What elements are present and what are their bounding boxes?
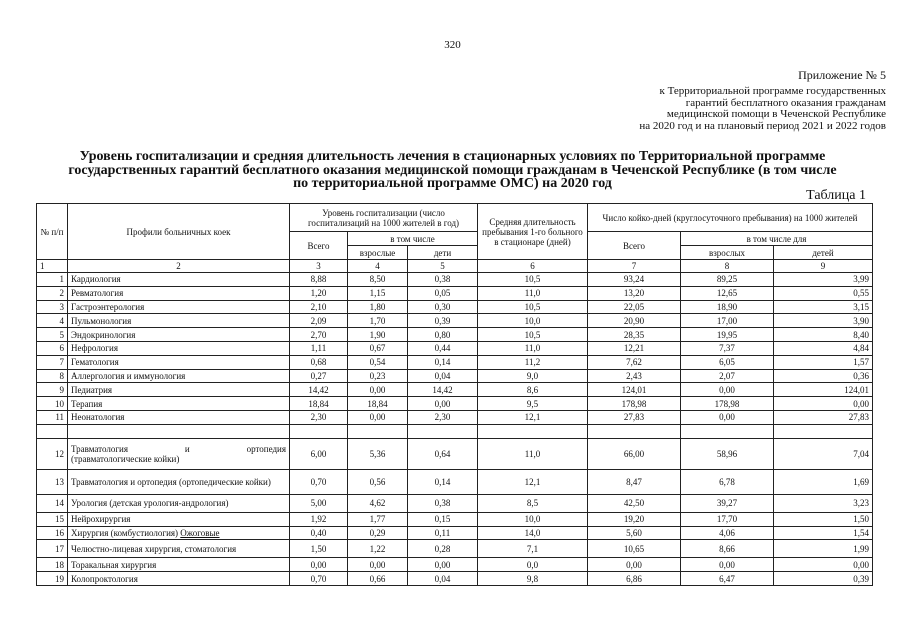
table-row: [37, 410, 873, 424]
row-number: 11: [37, 410, 68, 424]
cell-bd-adults: 6,78: [681, 469, 774, 494]
appendix-label: Приложение № 5: [798, 68, 886, 82]
cell-bd-total: 22,05: [588, 300, 681, 314]
subtitle-line: к Территориальной программе государственных: [659, 85, 886, 97]
cell-total: 6,00: [290, 438, 348, 469]
row-number: 16: [37, 526, 68, 540]
row-number: 9: [37, 383, 68, 397]
cell-avg: 10,5: [478, 273, 588, 287]
cell-total: 1,50: [290, 540, 348, 558]
cell-bd-adults: 178,98: [681, 397, 774, 411]
header-profile: Профили больничных коек: [68, 204, 290, 260]
cell-adults: 1,15: [348, 286, 408, 300]
row-profile: Ревматология: [68, 286, 290, 300]
cell-total: 2,30: [290, 410, 348, 424]
table-row: [37, 540, 873, 558]
row-profile: Гастроэнтерология: [68, 300, 290, 314]
cell-bd-total: 20,90: [588, 314, 681, 328]
row-number: 6: [37, 341, 68, 355]
table-row: [37, 273, 873, 287]
cell-children: 0,14: [408, 469, 478, 494]
cell-adults: 0,54: [348, 355, 408, 369]
row-profile: Кардиология: [68, 273, 290, 287]
table-row: [37, 286, 873, 300]
cell-children: 0,44: [408, 341, 478, 355]
header-bd-children: детей: [774, 246, 873, 260]
cell-bd-total: 13,20: [588, 286, 681, 300]
cell-adults: 0,29: [348, 526, 408, 540]
cell-bd-total: 0,00: [588, 558, 681, 572]
row-profile: Аллергология и иммунология: [68, 369, 290, 383]
cell-total: 0,68: [290, 355, 348, 369]
cell-total: 2,10: [290, 300, 348, 314]
table-row: [37, 438, 873, 469]
cell-adults: 0,00: [348, 558, 408, 572]
cell-bd-total: 2,43: [588, 369, 681, 383]
cell-bd-total: 12,21: [588, 341, 681, 355]
cell-total: 1,20: [290, 286, 348, 300]
cell-avg: 11,0: [478, 438, 588, 469]
profile-text: Хирургия (комбустиология): [71, 527, 179, 538]
row-profile: Торакальная хирургия: [68, 558, 290, 572]
page-number: 320: [444, 39, 461, 51]
cell-total: 0,27: [290, 369, 348, 383]
cell-bd-adults: 7,37: [681, 341, 774, 355]
cell-children: 0,64: [408, 438, 478, 469]
cell-children: 0,11: [408, 526, 478, 540]
table-row: [37, 369, 873, 383]
profile-line-justified: [71, 444, 286, 454]
cell-bd-children: 1,54: [774, 526, 873, 540]
column-number: 3: [290, 260, 348, 273]
column-number: 7: [588, 260, 681, 273]
row-profile: Колопроктология: [68, 572, 290, 586]
cell-bd-children: 1,69: [774, 469, 873, 494]
row-profile: Урология (детская урология-андрология): [68, 494, 290, 512]
cell-total: 0,70: [290, 572, 348, 586]
cell-bd-total: 124,01: [588, 383, 681, 397]
cell-bd-adults: 8,66: [681, 540, 774, 558]
cell-bd-total: 6,86: [588, 572, 681, 586]
profile-word: ортопедия: [246, 443, 286, 454]
appendix-subtitle: [639, 86, 886, 132]
row-profile: Травматология и ортопедия (ортопедические койки): [68, 469, 290, 494]
cell-bd-children: 0,55: [774, 286, 873, 300]
cell-bd-total: 19,20: [588, 512, 681, 526]
cell-bd-children: 0,00: [774, 397, 873, 411]
cell-adults: 0,23: [348, 369, 408, 383]
profile-link-text: Ожоговые: [180, 527, 220, 538]
row-number: 10: [37, 397, 68, 411]
cell-adults: 1,70: [348, 314, 408, 328]
cell-total: 0,40: [290, 526, 348, 540]
cell-children: 0,04: [408, 572, 478, 586]
cell-adults: 5,36: [348, 438, 408, 469]
cell-total: 2,70: [290, 328, 348, 342]
hospitalization-table: [36, 203, 873, 586]
subtitle-line: на 2020 год и на плановый период 2021 и 2022 годов: [639, 119, 886, 132]
row-profile: Гематология: [68, 355, 290, 369]
title-line: Уровень госпитализации и средняя длительность лечения в стационарных условиях по Территориальной программе: [79, 149, 826, 164]
cell-avg: 11,0: [478, 341, 588, 355]
cell-adults: 1,22: [348, 540, 408, 558]
cell-bd-total: 28,35: [588, 328, 681, 342]
cell-bd-total: 66,00: [588, 438, 681, 469]
row-profile: Челюстно-лицевая хирургия, стоматология: [68, 540, 290, 558]
cell-adults: 0,00: [348, 410, 408, 424]
cell-avg: 0,0: [478, 558, 588, 572]
cell-avg: 8,6: [478, 383, 588, 397]
cell-avg: 10,0: [478, 314, 588, 328]
row-number: 18: [37, 558, 68, 572]
table-row: [37, 526, 873, 540]
table-row: [37, 300, 873, 314]
cell-total: 5,00: [290, 494, 348, 512]
table-row-blank: [37, 424, 873, 438]
cell-bd-children: 0,00: [774, 558, 873, 572]
cell-children: 0,15: [408, 512, 478, 526]
cell-avg: 11,2: [478, 355, 588, 369]
header-avg-duration: Средняя длительность пребывания 1-го больного в стационаре (дней): [478, 204, 588, 260]
row-profile: Терапия: [68, 397, 290, 411]
table-row: [37, 341, 873, 355]
row-profile: Нефрология: [68, 341, 290, 355]
cell-adults: 1,90: [348, 328, 408, 342]
title-line: государственных гарантий бесплатного оказания медицинской помощи гражданам в Чеченской Республике (в том числе: [68, 162, 837, 178]
header-bd-adults: взрослых: [681, 246, 774, 260]
profile-word: и: [184, 443, 190, 454]
cell-bd-total: 7,62: [588, 355, 681, 369]
cell-children: 0,04: [408, 369, 478, 383]
cell-bd-children: 0,39: [774, 572, 873, 586]
cell-bd-children: 3,15: [774, 300, 873, 314]
table-body: [37, 273, 873, 425]
cell-adults: 0,66: [348, 572, 408, 586]
table-row: [37, 355, 873, 369]
table-row: [37, 558, 873, 572]
table-row: [37, 494, 873, 512]
cell-children: 14,42: [408, 383, 478, 397]
header-bd-total: Всего: [588, 232, 681, 260]
table-row: [37, 328, 873, 342]
cell-adults: 4,62: [348, 494, 408, 512]
cell-bd-children: 3,90: [774, 314, 873, 328]
cell-total: 8,88: [290, 273, 348, 287]
cell-bd-adults: 18,90: [681, 300, 774, 314]
column-number: 1: [37, 260, 68, 273]
cell-adults: 1,80: [348, 300, 408, 314]
cell-avg: 14,0: [478, 526, 588, 540]
row-profile: Нейрохирургия: [68, 512, 290, 526]
header-including: в том числе: [348, 232, 478, 246]
table-row: [37, 314, 873, 328]
row-number: 19: [37, 572, 68, 586]
cell-adults: 0,00: [348, 383, 408, 397]
cell-total: 0,00: [290, 558, 348, 572]
cell-adults: 18,84: [348, 397, 408, 411]
column-number: 5: [408, 260, 478, 273]
row-number: 12: [37, 438, 68, 469]
cell-adults: 1,77: [348, 512, 408, 526]
cell-children: 0,00: [408, 558, 478, 572]
column-number: 2: [68, 260, 290, 273]
cell-avg: 11,0: [478, 286, 588, 300]
row-profile: [68, 438, 290, 469]
cell-bd-total: 10,65: [588, 540, 681, 558]
cell-bd-children: 8,40: [774, 328, 873, 342]
row-number: 15: [37, 512, 68, 526]
row-number: 2: [37, 286, 68, 300]
cell-adults: 8,50: [348, 273, 408, 287]
row-number: 4: [37, 314, 68, 328]
table-row: [37, 572, 873, 586]
cell-avg: 10,5: [478, 328, 588, 342]
row-profile: Пульмонология: [68, 314, 290, 328]
cell-bd-adults: 39,27: [681, 494, 774, 512]
cell-bd-children: 7,04: [774, 438, 873, 469]
cell-total: 1,11: [290, 341, 348, 355]
cell-bd-children: 3,99: [774, 273, 873, 287]
cell-children: 0,30: [408, 300, 478, 314]
cell-bd-children: 0,36: [774, 369, 873, 383]
row-number: 1: [37, 273, 68, 287]
row-number: 14: [37, 494, 68, 512]
cell-bd-adults: 19,95: [681, 328, 774, 342]
cell-bd-adults: 0,00: [681, 410, 774, 424]
cell-avg: 8,5: [478, 494, 588, 512]
cell-bd-adults: 89,25: [681, 273, 774, 287]
cell-bd-total: 93,24: [588, 273, 681, 287]
header-num: № п/п: [37, 204, 68, 260]
cell-avg: 12,1: [478, 469, 588, 494]
header-adults: взрослые: [348, 246, 408, 260]
cell-children: 0,39: [408, 314, 478, 328]
row-number: 7: [37, 355, 68, 369]
profile-line: (травматологические койки): [71, 453, 180, 464]
row-number: 3: [37, 300, 68, 314]
cell-bd-adults: 6,47: [681, 572, 774, 586]
table-row: [37, 469, 873, 494]
cell-bd-children: 1,99: [774, 540, 873, 558]
cell-bd-total: 42,50: [588, 494, 681, 512]
table-row: [37, 397, 873, 411]
header-bed-days: Число койко-дней (круглосуточного пребывания) на 1000 жителей: [588, 204, 873, 232]
table-label: Таблица 1: [806, 188, 866, 203]
table-row: [37, 512, 873, 526]
profile-word: Травматология: [71, 443, 128, 454]
cell-bd-children: 1,50: [774, 512, 873, 526]
cell-bd-total: 5,60: [588, 526, 681, 540]
column-number: 4: [348, 260, 408, 273]
cell-children: 0,00: [408, 397, 478, 411]
row-profile: Эндокринология: [68, 328, 290, 342]
cell-bd-children: 3,23: [774, 494, 873, 512]
cell-total: 14,42: [290, 383, 348, 397]
row-number: 13: [37, 469, 68, 494]
row-number: 17: [37, 540, 68, 558]
row-profile: Неонатология: [68, 410, 290, 424]
header-including-for: в том числе для: [681, 232, 873, 246]
cell-children: 0,28: [408, 540, 478, 558]
header-hosp-level: Уровень госпитализации (число госпитализаций на 1000 жителей в год): [290, 204, 478, 232]
cell-avg: 7,1: [478, 540, 588, 558]
cell-bd-adults: 2,07: [681, 369, 774, 383]
cell-bd-adults: 4,06: [681, 526, 774, 540]
cell-total: 2,09: [290, 314, 348, 328]
cell-bd-adults: 0,00: [681, 383, 774, 397]
cell-avg: 12,1: [478, 410, 588, 424]
cell-avg: 10,0: [478, 512, 588, 526]
header-total: Всего: [290, 232, 348, 260]
cell-total: 0,70: [290, 469, 348, 494]
cell-children: 2,30: [408, 410, 478, 424]
row-profile: [68, 526, 290, 540]
table-row: [37, 383, 873, 397]
cell-avg: 9,5: [478, 397, 588, 411]
cell-avg: 9,8: [478, 572, 588, 586]
cell-bd-adults: 58,96: [681, 438, 774, 469]
row-profile: Педиатрия: [68, 383, 290, 397]
column-number: 8: [681, 260, 774, 273]
cell-children: 0,05: [408, 286, 478, 300]
cell-avg: 9,0: [478, 369, 588, 383]
subtitle-line: гарантий бесплатного оказания гражданам: [685, 96, 886, 109]
header-children: дети: [408, 246, 478, 260]
cell-total: 1,92: [290, 512, 348, 526]
cell-children: 0,14: [408, 355, 478, 369]
cell-adults: 0,56: [348, 469, 408, 494]
cell-bd-adults: 17,00: [681, 314, 774, 328]
row-number: 8: [37, 369, 68, 383]
title-line: по территориальной программе ОМС) на 2020 год: [293, 176, 612, 191]
cell-bd-adults: 17,70: [681, 512, 774, 526]
cell-bd-children: 1,57: [774, 355, 873, 369]
cell-bd-adults: 6,05: [681, 355, 774, 369]
cell-bd-total: 178,98: [588, 397, 681, 411]
cell-bd-adults: 0,00: [681, 558, 774, 572]
document-title: [30, 150, 875, 191]
column-number: 6: [478, 260, 588, 273]
cell-bd-total: 8,47: [588, 469, 681, 494]
cell-bd-children: 27,83: [774, 410, 873, 424]
cell-bd-children: 4,84: [774, 341, 873, 355]
cell-bd-children: 124,01: [774, 383, 873, 397]
cell-children: 0,80: [408, 328, 478, 342]
column-number: 9: [774, 260, 873, 273]
cell-bd-total: 27,83: [588, 410, 681, 424]
cell-children: 0,38: [408, 273, 478, 287]
row-number: 5: [37, 328, 68, 342]
cell-children: 0,38: [408, 494, 478, 512]
cell-avg: 10,5: [478, 300, 588, 314]
subtitle-line: медицинской помощи в Чеченской Республике: [666, 108, 886, 120]
cell-bd-adults: 12,65: [681, 286, 774, 300]
cell-adults: 0,67: [348, 341, 408, 355]
cell-total: 18,84: [290, 397, 348, 411]
